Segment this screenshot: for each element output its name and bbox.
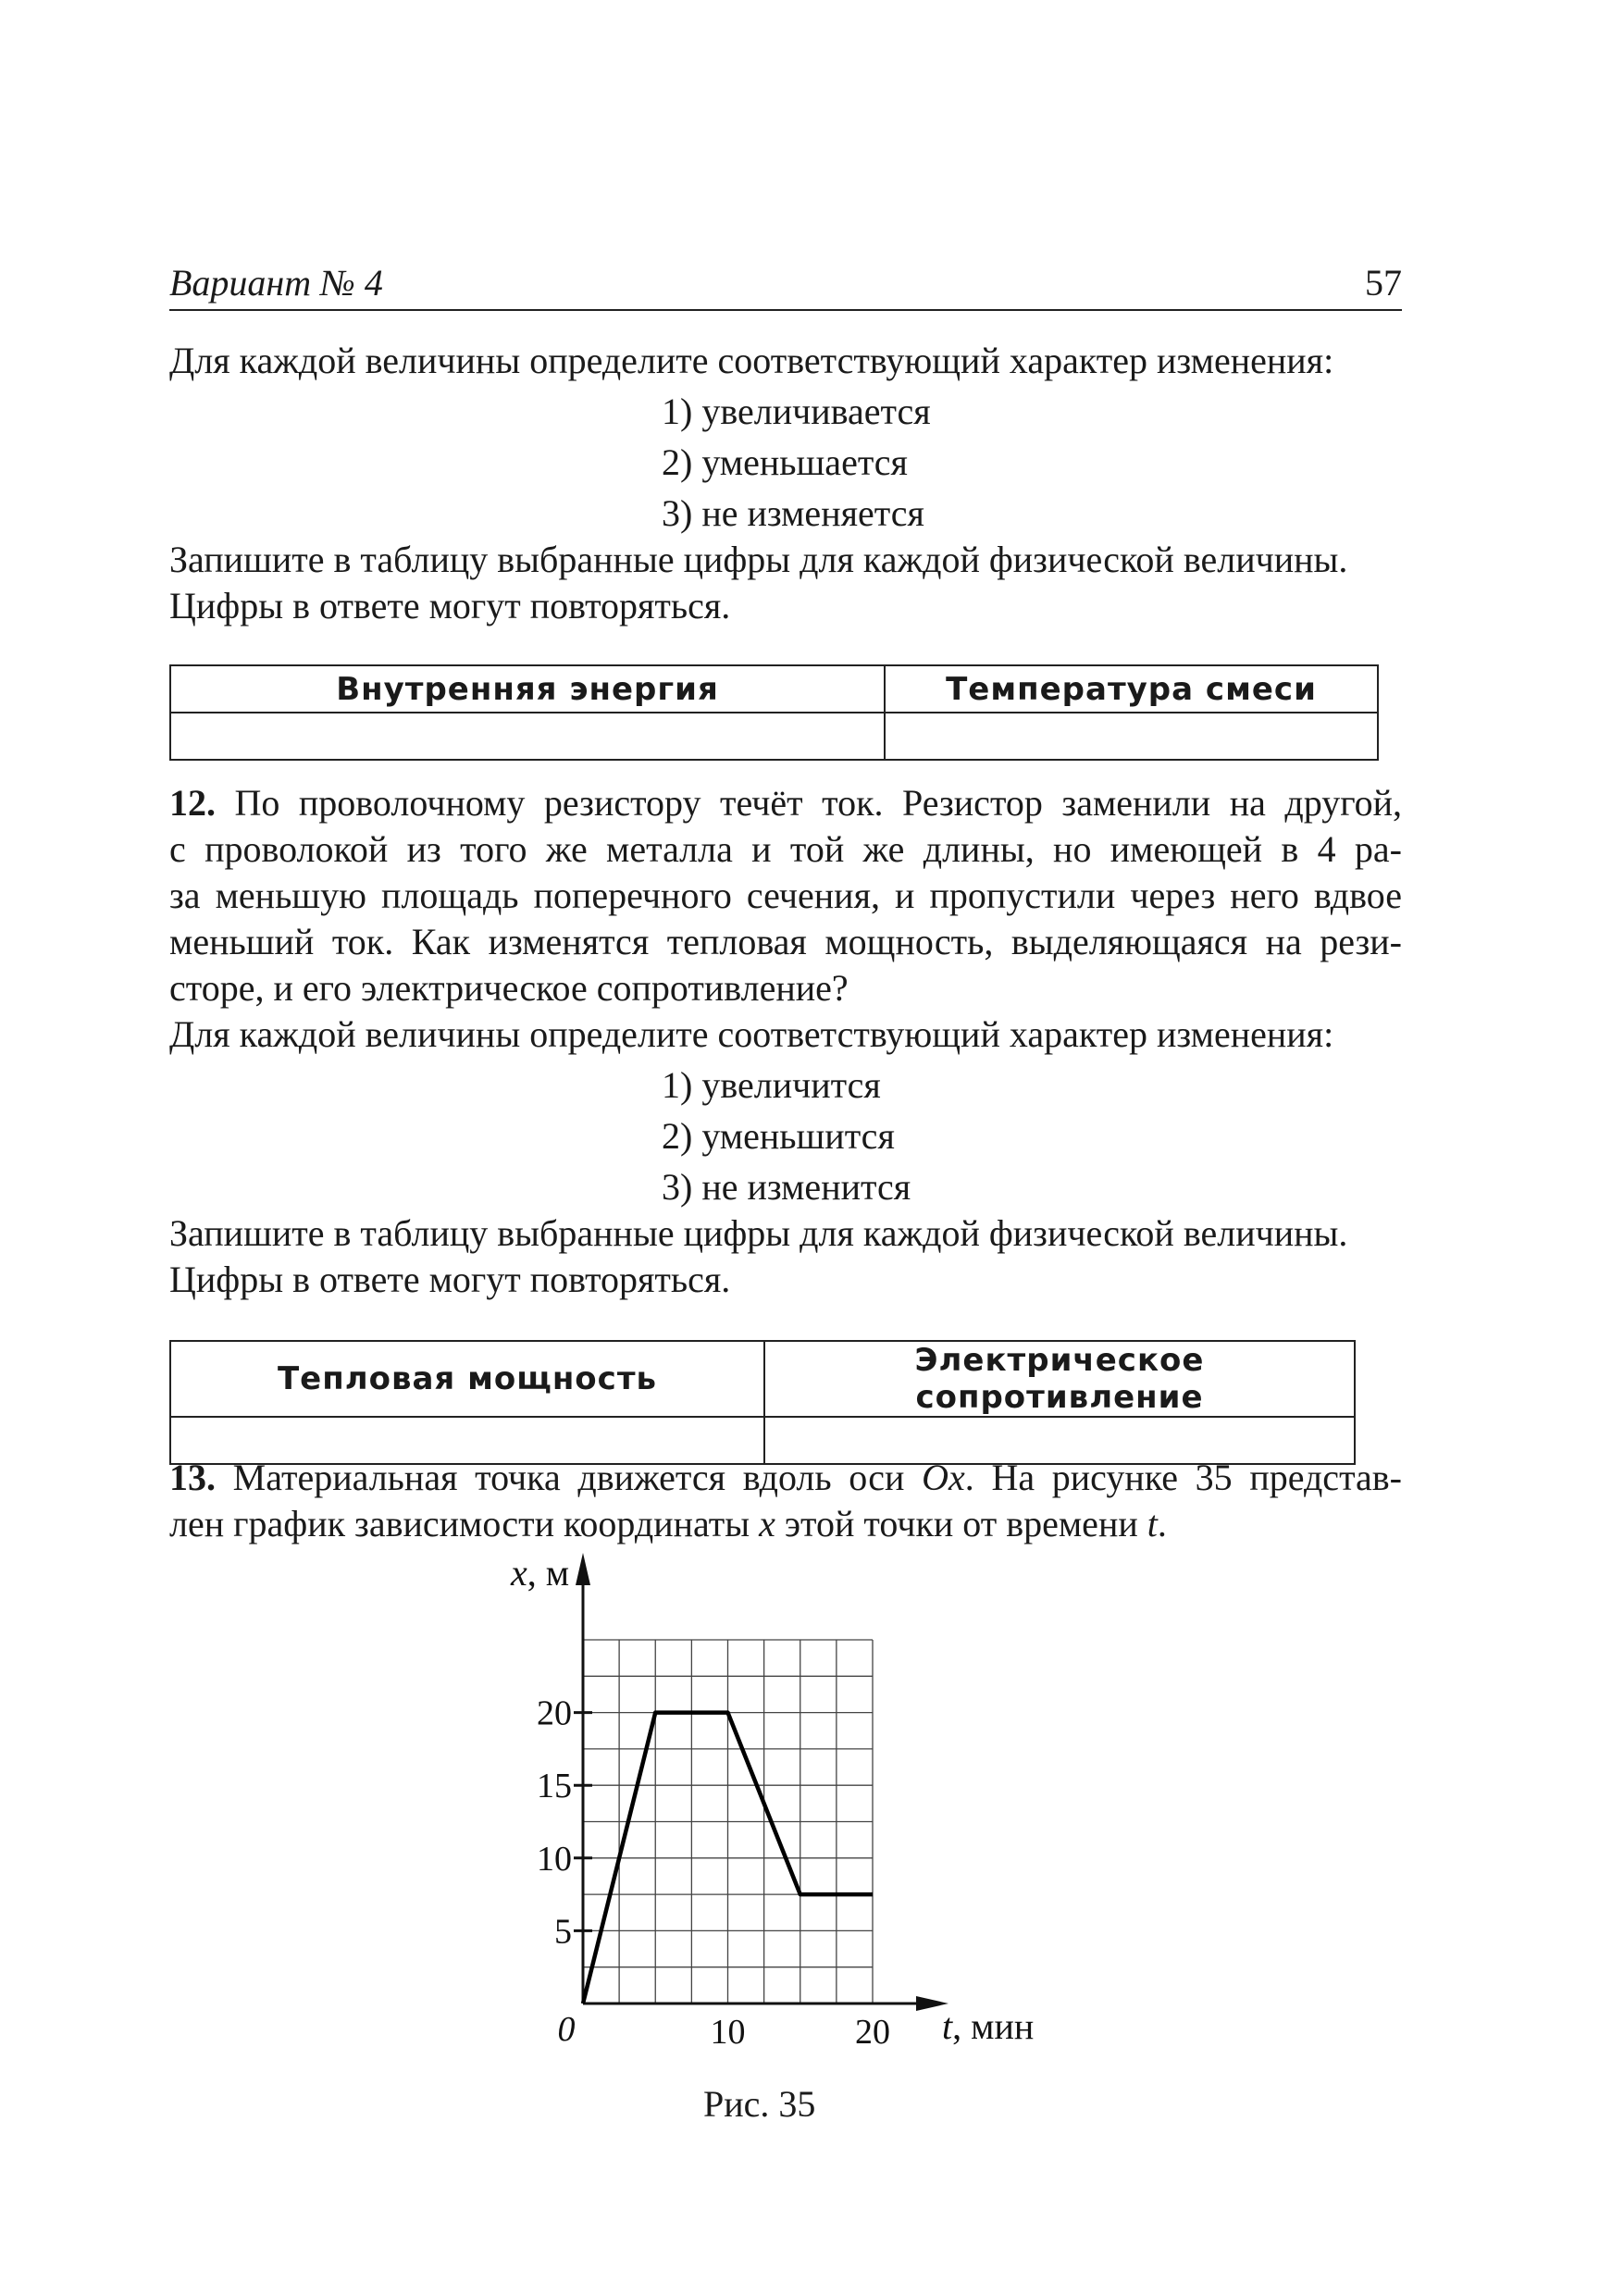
x-tick-label: 20 (855, 2013, 890, 2052)
q13-number: 13. (169, 1457, 216, 1498)
q12-text-1: По проволочному резистору течёт ток. Резистор заменили на другой, (234, 782, 1403, 824)
y-axis-label: x, м (511, 1552, 570, 1594)
q11-record-line1: Запишите в таблицу выбранные цифры для каждой физической величины. (169, 539, 1348, 580)
x-tick-label: 10 (710, 2013, 746, 2052)
origin-label: 0 (557, 2010, 576, 2049)
q12-line-4: меньший ток. Как изменятся тепловая мощность, выделяющаяся на рези- (169, 921, 1402, 962)
q11-instruction: Для каждой величины определите соответствующий характер изменения: (169, 340, 1334, 381)
x-axis-label: t, мин (942, 2005, 1035, 2047)
q12-header-electric-resistance: Электрическое сопротивление (764, 1341, 1355, 1417)
q12-line-2: с проволокой из того же металла и той же длины, но имеющей в 4 ра- (169, 828, 1402, 870)
q12-option-1: 1) увеличится (662, 1064, 881, 1106)
q12-line-3: за меньшую площадь поперечного сечения, и пропустили через него вдвое (169, 875, 1402, 916)
y-tick-label: 20 (537, 1693, 572, 1733)
page-number: 57 (1365, 262, 1402, 304)
q11-record-line2: Цифры в ответе могут повторяться. (169, 585, 731, 626)
q12-option-2: 2) уменьшится (662, 1115, 895, 1157)
q11-header-internal-energy: Внутренняя энергия (170, 665, 885, 713)
variant-title: Вариант № 4 (169, 262, 383, 304)
q11-header-mixture-temperature: Температура смеси (885, 665, 1378, 713)
q13-text-1b: . На рисунке 35 представ- (964, 1457, 1402, 1498)
q11-option-1: 1) увеличивается (662, 391, 931, 432)
q13-var-x: x (759, 1503, 775, 1544)
q11-option-3: 3) не изменяется (662, 492, 924, 534)
q12-instruction: Для каждой величины определите соответствующий характер изменения: (169, 1013, 1334, 1055)
q12-line-5: сторе, и его электрическое сопротивление? (169, 967, 849, 1009)
q12-option-3: 3) не изменится (662, 1166, 911, 1208)
q13-axis-ox: Ox (922, 1457, 965, 1498)
q12-number: 12. (169, 782, 216, 824)
y-tick-label: 10 (537, 1839, 572, 1879)
q12-record-line1: Запишите в таблицу выбранные цифры для каждой физической величины. (169, 1212, 1348, 1254)
q13-text-2a: лен график зависимости координаты (169, 1503, 760, 1544)
q13-text-1a: Материальная точка движется вдоль оси (232, 1457, 923, 1498)
y-tick-label: 5 (554, 1912, 572, 1952)
q12-header-thermal-power: Тепловая мощность (170, 1341, 764, 1417)
q12-record-line2: Цифры в ответе могут повторяться. (169, 1259, 731, 1300)
q13-text-2b: этой точки от времени (775, 1503, 1147, 1544)
y-tick-label: 15 (537, 1767, 572, 1806)
q13-var-t: t (1147, 1503, 1158, 1544)
q11-option-2: 2) уменьшается (662, 441, 908, 483)
y-axis-arrow (576, 1553, 590, 1585)
figure-caption: Рис. 35 (703, 2083, 816, 2125)
q13-text-2c: . (1157, 1503, 1167, 1544)
